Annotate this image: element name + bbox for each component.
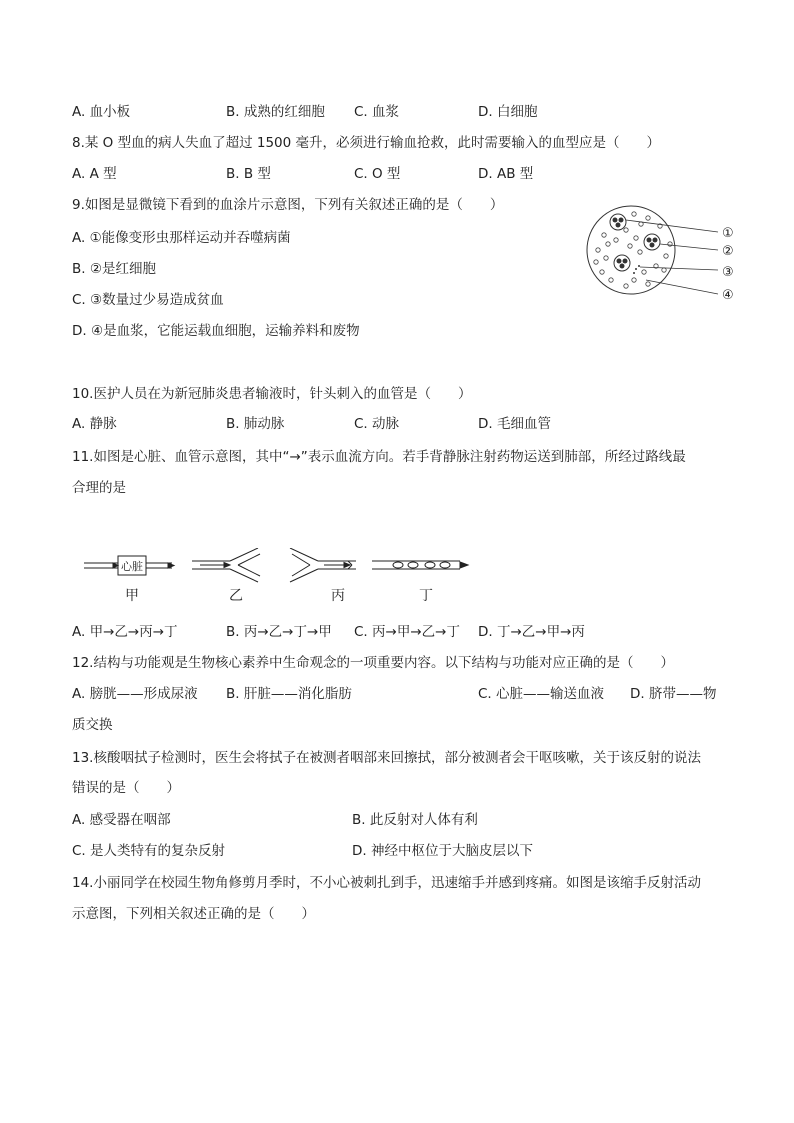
q14-stem-line2: 示意图，下列相关叙述正确的是（ ） bbox=[72, 906, 315, 922]
q9-option-c: C. ③数量过少易造成贫血 bbox=[72, 292, 224, 308]
q8-stem: 8.某 O 型血的病人失血了超过 1500 毫升，必须进行输血抢救，此时需要输入的血型应是（ ） bbox=[72, 135, 661, 151]
q10-stem: 10.医护人员在为新冠肺炎患者输液时，针头刺入的血管是（ ） bbox=[72, 386, 472, 402]
q12-option-d-continued: 质交换 bbox=[72, 717, 113, 733]
q12-option-c: C. 心脏——输送血液 bbox=[478, 686, 605, 702]
white-blood-cell-2 bbox=[644, 234, 660, 250]
q7-option-c: C. 血浆 bbox=[354, 104, 400, 120]
white-blood-cell-1 bbox=[610, 214, 626, 230]
q10-option-b: B. 肺动脉 bbox=[226, 416, 285, 432]
q10-option-a: A. 静脉 bbox=[72, 416, 117, 432]
q13-stem-line2: 错误的是（ ） bbox=[72, 780, 180, 796]
q12-stem: 12.结构与功能观是生物核心素养中生命观念的一项重要内容。以下结构与功能对应正确的是（ ） bbox=[72, 655, 674, 671]
q13-stem-line1: 13.核酸咽拭子检测时，医生会将拭子在被测者咽部来回擦拭，部分被测者会干呕咳嗽，关于该反射的说法 bbox=[72, 750, 701, 766]
q12-option-d: D. 脐带——物 bbox=[630, 686, 717, 702]
q9-option-b: B. ②是红细胞 bbox=[72, 261, 156, 277]
label-ding: 丁 bbox=[419, 588, 433, 604]
heart-vessel-figure bbox=[80, 548, 480, 606]
white-blood-cell-3 bbox=[614, 255, 630, 271]
label-3: ③ bbox=[722, 265, 734, 280]
q11-option-d: D. 丁→乙→甲→丙 bbox=[478, 624, 585, 640]
q9-option-d: D. ④是血浆，它能运载血细胞，运输养料和废物 bbox=[72, 323, 360, 339]
label-yi: 乙 bbox=[229, 588, 243, 604]
q8-option-a: A. A 型 bbox=[72, 166, 117, 182]
q12-option-b: B. 肝脏——消化脂肪 bbox=[226, 686, 352, 702]
q11-stem-line1: 11.如图是心脏、血管示意图，其中“→”表示血流方向。若手背静脉注射药物运送到肺部，所经过路线最 bbox=[72, 449, 686, 465]
q13-option-c: C. 是人类特有的复杂反射 bbox=[72, 843, 226, 859]
q10-option-c: C. 动脉 bbox=[354, 416, 400, 432]
label-bing: 丙 bbox=[331, 588, 345, 604]
red-blood-cells bbox=[594, 212, 672, 288]
diagram-ding bbox=[372, 561, 468, 569]
q7-option-a: A. 血小板 bbox=[72, 104, 131, 120]
label-jia: 甲 bbox=[125, 588, 139, 604]
q11-option-a: A. 甲→乙→丙→丁 bbox=[72, 624, 178, 640]
q8-option-b: B. B 型 bbox=[226, 166, 271, 182]
q11-option-c: C. 丙→甲→乙→丁 bbox=[354, 624, 460, 640]
q9-option-a: A. ①能像变形虫那样运动并吞噬病菌 bbox=[72, 230, 291, 246]
diagram-bing bbox=[290, 548, 356, 582]
label-1: ① bbox=[722, 226, 734, 241]
label-4: ④ bbox=[722, 288, 734, 303]
label-2: ② bbox=[722, 244, 734, 259]
q8-option-d: D. AB 型 bbox=[478, 166, 534, 182]
diagram-yi bbox=[192, 548, 260, 582]
q12-option-a: A. 膀胱——形成尿液 bbox=[72, 686, 198, 702]
q9-stem: 9.如图是显微镜下看到的血涂片示意图，下列有关叙述正确的是（ ） bbox=[72, 197, 504, 213]
heart-label: 心脏 bbox=[121, 560, 143, 573]
platelets bbox=[633, 265, 640, 274]
q11-option-b: B. 丙→乙→丁→甲 bbox=[226, 624, 332, 640]
leader-lines bbox=[626, 220, 718, 294]
q13-option-d: D. 神经中枢位于大脑皮层以下 bbox=[352, 843, 533, 859]
q7-option-d: D. 白细胞 bbox=[478, 104, 538, 120]
blood-smear-figure bbox=[586, 200, 746, 310]
q13-option-a: A. 感受器在咽部 bbox=[72, 812, 171, 828]
q14-stem-line1: 14.小丽同学在校园生物角修剪月季时，不小心被刺扎到手，迅速缩手并感到疼痛。如图是该缩手反射活动 bbox=[72, 875, 701, 891]
q11-stem-line2: 合理的是 bbox=[72, 480, 126, 496]
q7-option-b: B. 成熟的红细胞 bbox=[226, 104, 325, 120]
q8-option-c: C. O 型 bbox=[354, 166, 401, 182]
q13-option-b: B. 此反射对人体有利 bbox=[352, 812, 478, 828]
q10-option-d: D. 毛细血管 bbox=[478, 416, 551, 432]
